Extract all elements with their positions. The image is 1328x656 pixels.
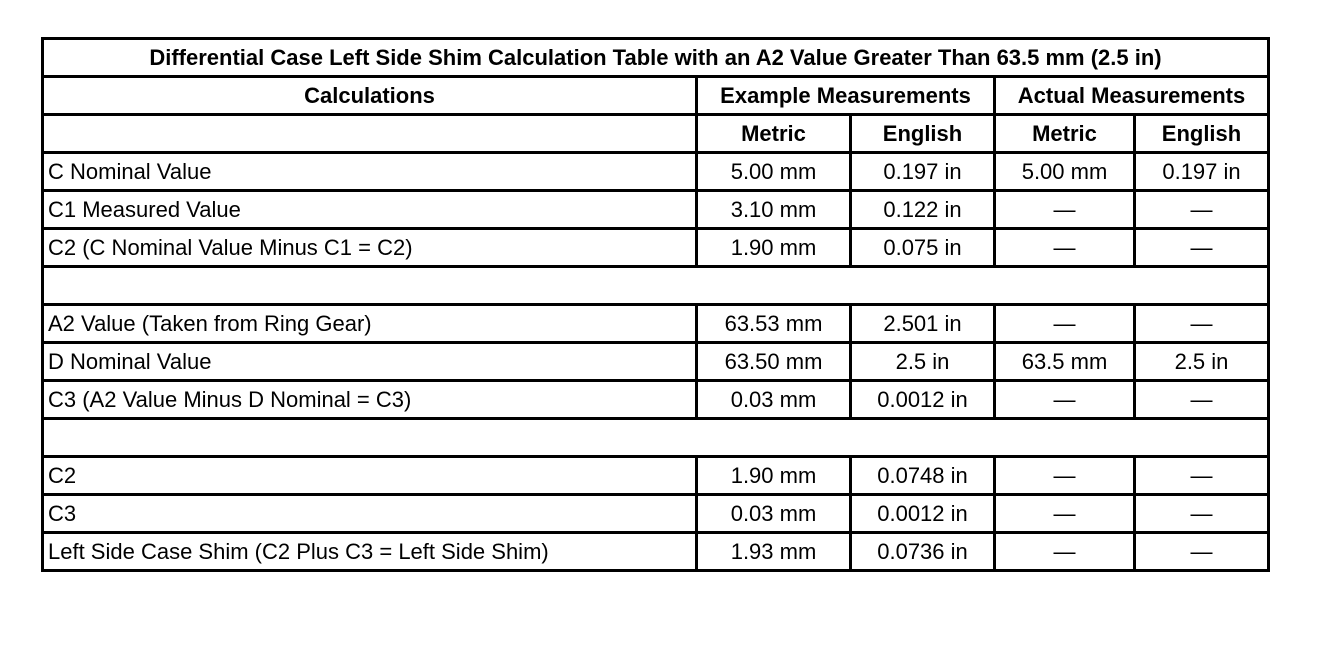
example-metric-cell: 5.00 mm bbox=[697, 153, 851, 191]
table-row bbox=[43, 381, 1269, 419]
example-english-cell: 2.5 in bbox=[851, 343, 995, 381]
shim-calculation-table bbox=[41, 37, 1270, 572]
spacer-cell bbox=[43, 267, 1269, 305]
example-english-cell: 0.0012 in bbox=[851, 495, 995, 533]
actual-english-cell: 2.5 in bbox=[1135, 343, 1269, 381]
table-row bbox=[43, 457, 1269, 495]
example-metric-cell: 63.53 mm bbox=[697, 305, 851, 343]
row-label: C3 bbox=[43, 495, 697, 533]
header-example-metric: Metric bbox=[697, 115, 851, 153]
row-label: C3 (A2 Value Minus D Nominal = C3) bbox=[43, 381, 697, 419]
actual-english-cell: — bbox=[1135, 191, 1269, 229]
example-english-cell: 0.0012 in bbox=[851, 381, 995, 419]
actual-english-cell: — bbox=[1135, 457, 1269, 495]
table-row bbox=[43, 305, 1269, 343]
example-metric-cell: 63.50 mm bbox=[697, 343, 851, 381]
table-row bbox=[43, 343, 1269, 381]
actual-metric-cell: — bbox=[995, 191, 1135, 229]
header-calculations: Calculations bbox=[43, 77, 697, 115]
row-label: C2 bbox=[43, 457, 697, 495]
actual-metric-cell: — bbox=[995, 305, 1135, 343]
header-actual-english: English bbox=[1135, 115, 1269, 153]
unit-header-row bbox=[43, 115, 1269, 153]
actual-metric-cell: 63.5 mm bbox=[995, 343, 1135, 381]
header-actual-metric: Metric bbox=[995, 115, 1135, 153]
actual-metric-cell: 5.00 mm bbox=[995, 153, 1135, 191]
header-example-measurements: Example Measurements bbox=[697, 77, 995, 115]
actual-english-cell: — bbox=[1135, 229, 1269, 267]
row-label: D Nominal Value bbox=[43, 343, 697, 381]
table-row bbox=[43, 533, 1269, 571]
example-english-cell: 0.075 in bbox=[851, 229, 995, 267]
table-row bbox=[43, 191, 1269, 229]
row-label: C2 (C Nominal Value Minus C1 = C2) bbox=[43, 229, 697, 267]
example-metric-cell: 0.03 mm bbox=[697, 495, 851, 533]
actual-english-cell: 0.197 in bbox=[1135, 153, 1269, 191]
header-blank-cell bbox=[43, 115, 697, 153]
table-row bbox=[43, 495, 1269, 533]
table-row bbox=[43, 153, 1269, 191]
actual-metric-cell: — bbox=[995, 495, 1135, 533]
example-english-cell: 0.197 in bbox=[851, 153, 995, 191]
example-metric-cell: 3.10 mm bbox=[697, 191, 851, 229]
row-label: A2 Value (Taken from Ring Gear) bbox=[43, 305, 697, 343]
actual-english-cell: — bbox=[1135, 381, 1269, 419]
example-english-cell: 2.501 in bbox=[851, 305, 995, 343]
example-english-cell: 0.0748 in bbox=[851, 457, 995, 495]
row-label: C Nominal Value bbox=[43, 153, 697, 191]
actual-metric-cell: — bbox=[995, 229, 1135, 267]
row-label: Left Side Case Shim (C2 Plus C3 = Left Side Shim) bbox=[43, 533, 697, 571]
actual-metric-cell: — bbox=[995, 533, 1135, 571]
table-title: Differential Case Left Side Shim Calculation Table with an A2 Value Greater Than 63.5 mm (2.5 in) bbox=[43, 39, 1269, 77]
group-header-row bbox=[43, 77, 1269, 115]
actual-metric-cell: — bbox=[995, 457, 1135, 495]
header-actual-measurements: Actual Measurements bbox=[995, 77, 1269, 115]
spacer-row bbox=[43, 419, 1269, 457]
example-metric-cell: 0.03 mm bbox=[697, 381, 851, 419]
actual-english-cell: — bbox=[1135, 495, 1269, 533]
spacer-row bbox=[43, 267, 1269, 305]
actual-english-cell: — bbox=[1135, 533, 1269, 571]
example-english-cell: 0.0736 in bbox=[851, 533, 995, 571]
title-row bbox=[43, 39, 1269, 77]
spacer-cell bbox=[43, 419, 1269, 457]
example-english-cell: 0.122 in bbox=[851, 191, 995, 229]
example-metric-cell: 1.90 mm bbox=[697, 229, 851, 267]
actual-english-cell: — bbox=[1135, 305, 1269, 343]
actual-metric-cell: — bbox=[995, 381, 1135, 419]
row-label: C1 Measured Value bbox=[43, 191, 697, 229]
example-metric-cell: 1.90 mm bbox=[697, 457, 851, 495]
header-example-english: English bbox=[851, 115, 995, 153]
table-row bbox=[43, 229, 1269, 267]
example-metric-cell: 1.93 mm bbox=[697, 533, 851, 571]
